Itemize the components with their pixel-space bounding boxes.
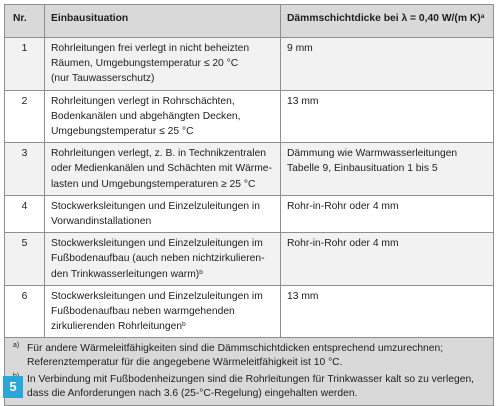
table-header-row xyxy=(5,5,494,38)
header-daemmschichtdicke xyxy=(281,5,494,38)
situation-line-text: Vorwandinstallationen xyxy=(51,216,152,228)
thickness-line: Tabelle 9, Einbausituation 1 bis 5 xyxy=(287,163,438,175)
row-einbausituation xyxy=(45,38,281,91)
insulation-table xyxy=(4,4,494,406)
situation-line xyxy=(51,41,275,56)
row-number: 1 xyxy=(5,38,45,91)
situation-line-text: Fußbodenaufbau (auch neben nichtzirkulieren- xyxy=(51,253,265,265)
row-daemmschichtdicke xyxy=(281,195,494,232)
header-nr: Nr. xyxy=(5,5,45,38)
row-daemmschichtdicke xyxy=(281,90,494,143)
situation-line-text: Fußbodenaufbau neben warmgehenden xyxy=(51,306,235,318)
situation-line-text: Umgebungstemperatur ≤ 25 °C xyxy=(51,126,194,138)
row-daemmschichtdicke xyxy=(281,285,494,338)
footnote-line: dass die Anforderungen nach 3.6 (25-°C-Regelung) eingehalten werden. xyxy=(27,388,358,400)
thickness-line: 13 mm xyxy=(287,95,319,107)
situation-line xyxy=(51,56,275,71)
row-einbausituation xyxy=(45,90,281,143)
situation-line-text: zirkulierenden Rohrleitungen xyxy=(51,321,183,333)
situation-line-text: Rohrleitungen frei verlegt in nicht beheizten xyxy=(51,43,250,54)
footnotes-row xyxy=(5,338,494,406)
row-daemmschichtdicke xyxy=(281,143,494,196)
situation-line xyxy=(51,177,275,192)
situation-line-text: den Trinkwasserleitungen warm) xyxy=(51,268,200,280)
thickness-line: Rohr-in-Rohr oder 4 mm xyxy=(287,238,399,250)
footnote-line: Referenztemperatur für die angegebene Wärmeleitfähigkeit ist 10 °C. xyxy=(27,357,343,369)
situation-line xyxy=(51,71,275,86)
situation-line xyxy=(51,124,275,139)
table-row xyxy=(5,233,494,286)
row-number: 5 xyxy=(5,233,45,286)
situation-line-text: Stockwerksleitungen und Einzelzuleitungen im xyxy=(51,290,263,302)
situation-line xyxy=(51,236,275,251)
situation-line-text: oder Medienkanälen und Schächten mit Wärme- xyxy=(51,163,272,175)
thickness-line: 9 mm xyxy=(287,43,313,54)
situation-line xyxy=(51,146,275,161)
situation-line-text: Stockwerksleitungen und Einzelzuleitungen in xyxy=(51,200,260,212)
situation-line-text: Räumen, Umgebungstemperatur ≤ 20 °C xyxy=(51,58,239,70)
situation-line xyxy=(51,319,275,334)
situation-line-text: lasten und Umgebungstemperaturen ≥ 25 °C xyxy=(51,178,256,190)
situation-line xyxy=(51,109,275,124)
thickness-line: Dämmung wie Warmwasserleitungen xyxy=(287,148,458,160)
page-number-badge: 5 xyxy=(3,376,23,398)
header-daemmschichtdicke-text: Dämmschichtdicke bei λ = 0,40 W/(m K) xyxy=(287,13,481,24)
footnote-line: Für andere Wärmeleitfähigkeiten sind die Dämmschichtdicken entsprechend umzurechnen; xyxy=(27,343,444,355)
situation-line xyxy=(51,94,275,109)
row-daemmschichtdicke xyxy=(281,233,494,286)
footnotes xyxy=(5,338,494,406)
table-row xyxy=(5,143,494,196)
insulation-table-frame xyxy=(4,4,493,406)
table-row xyxy=(5,285,494,338)
row-einbausituation xyxy=(45,285,281,338)
footnote-marker: a) xyxy=(13,342,20,350)
footnote xyxy=(13,373,485,401)
situation-line xyxy=(51,267,275,282)
table-row xyxy=(5,195,494,232)
situation-line xyxy=(51,289,275,304)
situation-line xyxy=(51,251,275,266)
footnote-mark: b xyxy=(199,268,203,276)
row-daemmschichtdicke xyxy=(281,38,494,91)
footnote-mark: b xyxy=(182,321,186,329)
situation-line-text: Rohrleitungen verlegt, z. B. in Technikzentralen xyxy=(51,148,267,160)
situation-line-text: Bodenkanälen und abgehängten Decken, xyxy=(51,110,241,122)
footnote xyxy=(13,342,485,370)
row-number: 6 xyxy=(5,285,45,338)
row-number: 2 xyxy=(5,90,45,143)
situation-line-text: (nur Tauwasserschutz) xyxy=(51,73,155,85)
situation-line-text: Stockwerksleitungen und Einzelzuleitungen im xyxy=(51,238,263,250)
row-number: 3 xyxy=(5,143,45,196)
footnote-line: In Verbindung mit Fußbodenheizungen sind die Rohrleitungen für Trinkwasser kalt so zu verlegen, xyxy=(27,374,475,386)
thickness-line: Rohr-in-Rohr oder 4 mm xyxy=(287,200,399,212)
situation-line xyxy=(51,161,275,176)
table-row xyxy=(5,90,494,143)
row-number: 4 xyxy=(5,195,45,232)
situation-line xyxy=(51,214,275,229)
situation-line xyxy=(51,304,275,319)
row-einbausituation xyxy=(45,233,281,286)
row-einbausituation xyxy=(45,143,281,196)
thickness-line: 13 mm xyxy=(287,290,319,302)
situation-line-text: Rohrleitungen verlegt in Rohrschächten, xyxy=(51,95,235,107)
row-einbausituation xyxy=(45,195,281,232)
table-row xyxy=(5,38,494,91)
header-footnote-mark: a xyxy=(480,13,485,20)
situation-line xyxy=(51,199,275,214)
header-einbausituation: Einbausituation xyxy=(45,5,281,38)
